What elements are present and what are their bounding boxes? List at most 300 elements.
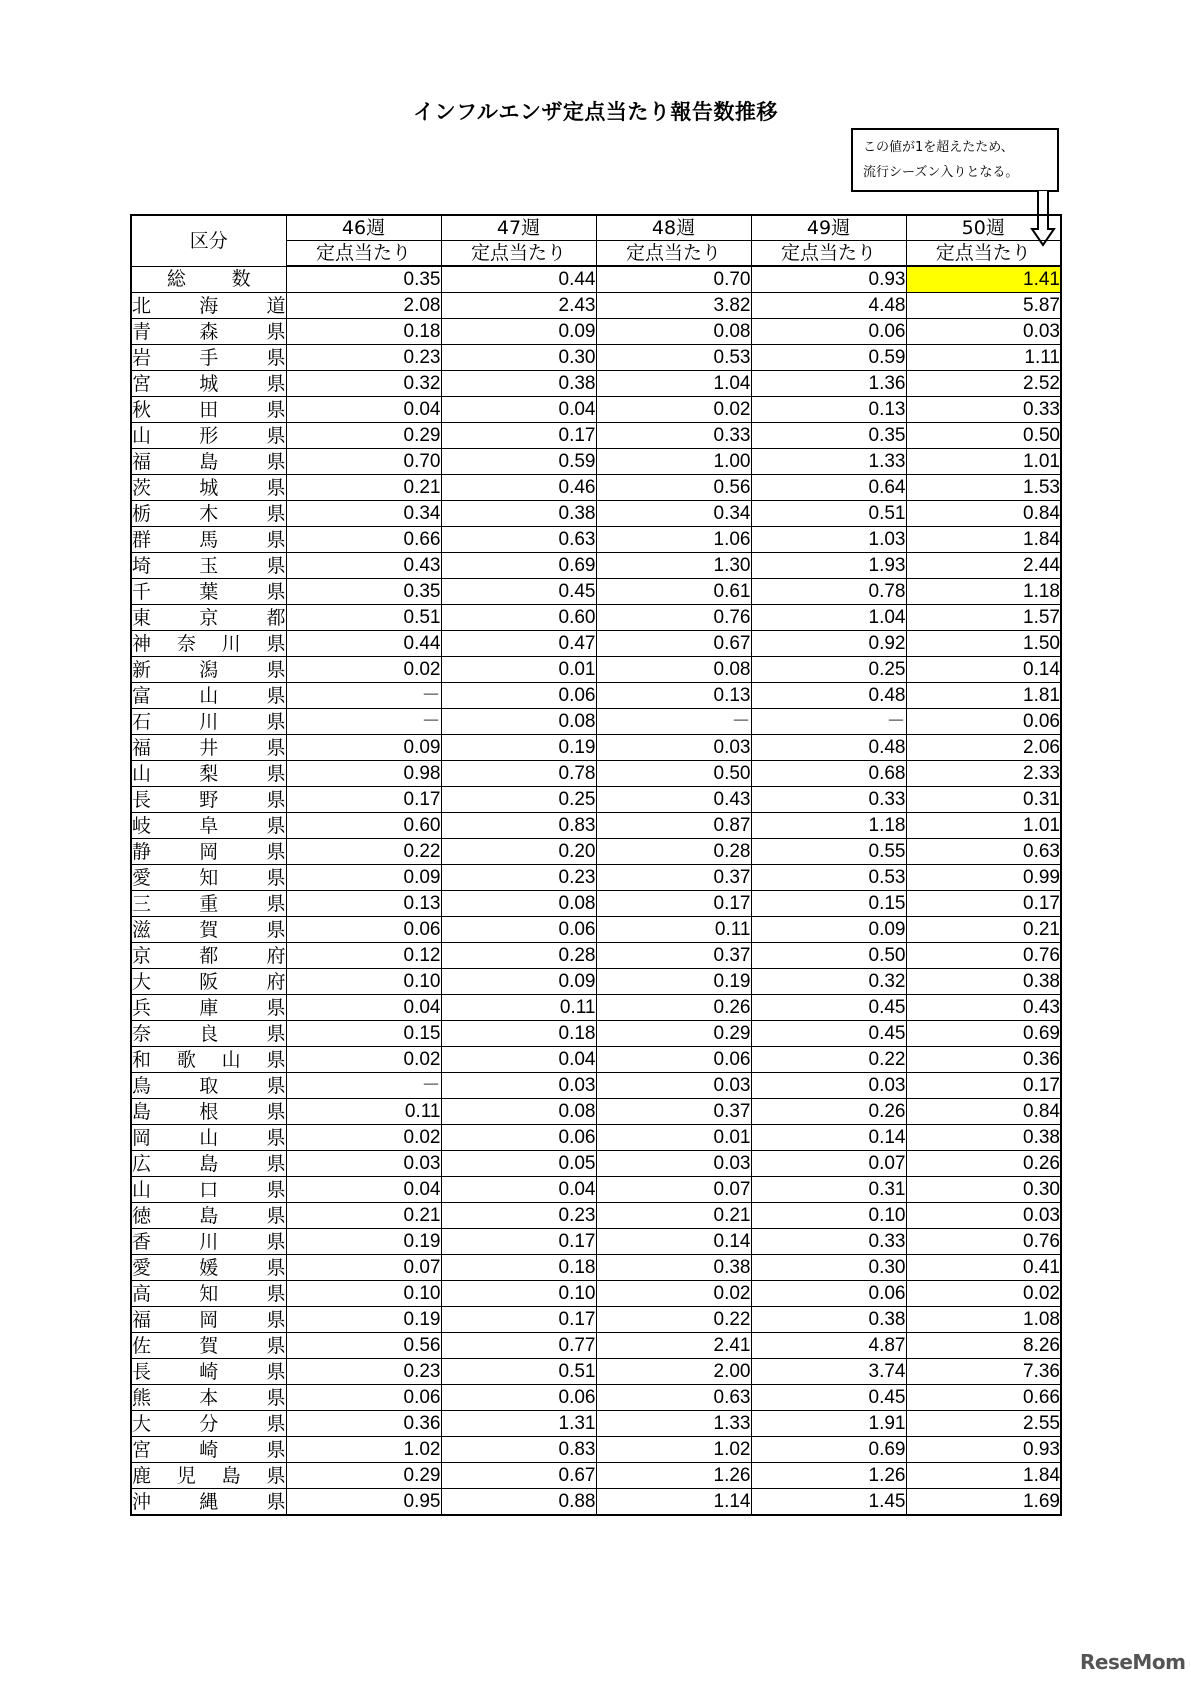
value-cell: 1.03 [751, 527, 906, 553]
value-cell: 0.64 [751, 475, 906, 501]
row-label-text: 滋 賀 県 [132, 918, 286, 941]
row-label-text: 栃 木 県 [132, 502, 286, 525]
value-cell: 0.06 [286, 917, 441, 943]
value-cell: 0.04 [441, 397, 596, 423]
table-row [131, 1021, 1061, 1047]
value-cell: 0.76 [906, 943, 1061, 969]
row-label [131, 1099, 286, 1125]
value-cell: 0.03 [441, 1073, 596, 1099]
value-cell: 2.08 [286, 293, 441, 319]
value-cell: 0.08 [596, 319, 751, 345]
value-cell: 0.59 [751, 345, 906, 371]
value-cell: 0.15 [751, 891, 906, 917]
value-cell: 0.51 [441, 1359, 596, 1385]
row-label [131, 891, 286, 917]
table-row [131, 1463, 1061, 1489]
table-row [131, 1177, 1061, 1203]
value-cell: 0.10 [286, 969, 441, 995]
value-cell: 0.48 [751, 683, 906, 709]
value-cell: 0.19 [441, 735, 596, 761]
value-cell: 0.83 [441, 1437, 596, 1463]
row-label-text: 埼 玉 県 [132, 554, 286, 577]
value-cell: 0.60 [441, 605, 596, 631]
table-row [131, 995, 1061, 1021]
row-label-text: 広 島 県 [132, 1152, 286, 1175]
table-row [131, 1151, 1061, 1177]
value-cell: 0.66 [286, 527, 441, 553]
row-label-text: 長 野 県 [132, 788, 286, 811]
value-cell: 0.04 [441, 1047, 596, 1073]
row-label [131, 735, 286, 761]
value-cell: 0.70 [286, 449, 441, 475]
row-label-text: 香 川 県 [132, 1230, 286, 1253]
row-label [131, 579, 286, 605]
row-label-text: 岐 阜 県 [132, 814, 286, 837]
value-cell: 0.44 [286, 631, 441, 657]
value-cell: 0.07 [751, 1151, 906, 1177]
value-cell: 1.53 [906, 475, 1061, 501]
influenza-table [130, 214, 1062, 1516]
value-cell: 0.38 [906, 1125, 1061, 1151]
value-cell: 0.51 [286, 605, 441, 631]
value-cell: 0.30 [441, 345, 596, 371]
value-cell: 0.38 [596, 1255, 751, 1281]
value-cell: 7.36 [906, 1359, 1061, 1385]
value-cell: 0.88 [441, 1489, 596, 1516]
table-row [131, 943, 1061, 969]
value-cell: 0.19 [286, 1307, 441, 1333]
row-label [131, 475, 286, 501]
value-cell: 0.35 [286, 579, 441, 605]
value-cell: 0.18 [286, 319, 441, 345]
value-cell: 1.00 [596, 449, 751, 475]
table-row [131, 891, 1061, 917]
value-cell: 4.48 [751, 293, 906, 319]
value-cell: 5.87 [906, 293, 1061, 319]
value-cell: 0.45 [751, 1385, 906, 1411]
value-cell: 1.14 [596, 1489, 751, 1516]
table-row [131, 397, 1061, 423]
value-cell: 1.84 [906, 527, 1061, 553]
value-cell: 0.30 [751, 1255, 906, 1281]
table-row [131, 969, 1061, 995]
table-row [131, 709, 1061, 735]
value-cell: 0.83 [441, 813, 596, 839]
value-cell: 4.87 [751, 1333, 906, 1359]
value-cell: 0.02 [286, 657, 441, 683]
value-cell: 0.02 [906, 1281, 1061, 1307]
row-label [131, 1333, 286, 1359]
value-cell: 0.01 [596, 1125, 751, 1151]
row-label-text: 愛 知 県 [132, 866, 286, 889]
value-cell: 0.84 [906, 1099, 1061, 1125]
value-cell: 0.29 [596, 1021, 751, 1047]
value-cell: 0.50 [751, 943, 906, 969]
value-cell: 0.06 [751, 1281, 906, 1307]
row-label [131, 553, 286, 579]
value-cell: 1.06 [596, 527, 751, 553]
value-cell: 0.46 [441, 475, 596, 501]
table-row [131, 839, 1061, 865]
value-cell: 0.11 [441, 995, 596, 1021]
value-cell: 1.26 [596, 1463, 751, 1489]
value-cell: 0.08 [596, 657, 751, 683]
row-label-text: 和 歌 山 県 [132, 1048, 286, 1071]
value-cell: 0.77 [441, 1333, 596, 1359]
value-cell: 0.22 [596, 1307, 751, 1333]
row-label [131, 1307, 286, 1333]
value-cell: 0.35 [286, 266, 441, 293]
row-label [131, 943, 286, 969]
table-row [131, 1073, 1061, 1099]
value-cell: 0.06 [441, 917, 596, 943]
value-cell: 0.32 [751, 969, 906, 995]
value-cell: 0.69 [751, 1437, 906, 1463]
value-cell: 0.45 [441, 579, 596, 605]
page-title: インフルエンザ定点当たり報告数推移 [413, 100, 778, 124]
value-cell: 0.93 [906, 1437, 1061, 1463]
row-label [131, 293, 286, 319]
row-label-text: 山 梨 県 [132, 762, 286, 785]
value-cell: 0.70 [596, 266, 751, 293]
row-label-text: 鹿 児 島 県 [132, 1464, 286, 1487]
row-label [131, 1229, 286, 1255]
header-sub-label: 定点当たり [286, 241, 441, 267]
row-label-text: 山 口 県 [132, 1178, 286, 1201]
row-label [131, 319, 286, 345]
value-cell: 0.45 [751, 995, 906, 1021]
table-row [131, 1229, 1061, 1255]
value-cell: 0.02 [596, 397, 751, 423]
value-cell: 0.32 [286, 371, 441, 397]
value-cell: 0.25 [751, 657, 906, 683]
value-cell: 0.23 [286, 1359, 441, 1385]
row-label-text: 愛 媛 県 [132, 1256, 286, 1279]
value-cell: 0.18 [441, 1021, 596, 1047]
row-label [131, 761, 286, 787]
row-label-text: 大 分 県 [132, 1412, 286, 1435]
value-cell: 2.06 [906, 735, 1061, 761]
row-label-text: 岩 手 県 [132, 346, 286, 369]
value-cell: 0.09 [441, 319, 596, 345]
row-label [131, 813, 286, 839]
row-label-text: 福 岡 県 [132, 1308, 286, 1331]
value-cell: 0.28 [596, 839, 751, 865]
value-cell: 0.93 [751, 266, 906, 293]
table-row [131, 1359, 1061, 1385]
value-cell: － [286, 709, 441, 735]
row-label [131, 709, 286, 735]
value-cell: 1.04 [751, 605, 906, 631]
row-label-text: 佐 賀 県 [132, 1334, 286, 1357]
value-cell: 0.17 [441, 1229, 596, 1255]
row-label-text: 大 阪 府 [132, 970, 286, 993]
table-row [131, 631, 1061, 657]
row-label [131, 657, 286, 683]
header-sub-label: 定点当たり [596, 241, 751, 267]
value-cell: － [596, 709, 751, 735]
value-cell: 0.19 [596, 969, 751, 995]
value-cell: 0.19 [286, 1229, 441, 1255]
row-label-text: 岡 山 県 [132, 1126, 286, 1149]
value-cell: 0.17 [286, 787, 441, 813]
value-cell: 0.68 [751, 761, 906, 787]
value-cell: 2.33 [906, 761, 1061, 787]
value-cell: 0.09 [751, 917, 906, 943]
row-label-text: 奈 良 県 [132, 1022, 286, 1045]
value-cell: 0.98 [286, 761, 441, 787]
header-sub-label: 定点当たり [751, 241, 906, 267]
row-label [131, 917, 286, 943]
row-label [131, 683, 286, 709]
row-label [131, 397, 286, 423]
row-label [131, 1489, 286, 1516]
row-label-text: 島 根 県 [132, 1100, 286, 1123]
table-row [131, 423, 1061, 449]
row-label [131, 1359, 286, 1385]
value-cell: 0.33 [751, 787, 906, 813]
value-cell: 0.20 [441, 839, 596, 865]
value-cell: 0.26 [906, 1151, 1061, 1177]
table-body [131, 266, 1061, 1515]
value-cell: 0.37 [596, 943, 751, 969]
value-cell: 0.17 [906, 891, 1061, 917]
value-cell: 1.01 [906, 449, 1061, 475]
row-label-text: 沖 縄 県 [132, 1490, 286, 1513]
table-row [131, 1125, 1061, 1151]
table-row [131, 345, 1061, 371]
value-cell: 0.67 [441, 1463, 596, 1489]
row-label [131, 631, 286, 657]
value-cell: 3.74 [751, 1359, 906, 1385]
value-cell: － [751, 709, 906, 735]
row-label-text: 静 岡 県 [132, 840, 286, 863]
row-label [131, 865, 286, 891]
value-cell: 0.17 [596, 891, 751, 917]
value-cell: 0.10 [751, 1203, 906, 1229]
value-cell: 0.08 [441, 1099, 596, 1125]
value-cell: 0.51 [751, 501, 906, 527]
value-cell: 2.52 [906, 371, 1061, 397]
value-cell: 0.23 [286, 345, 441, 371]
value-cell: 1.33 [751, 449, 906, 475]
value-cell: 0.06 [441, 1385, 596, 1411]
value-cell: － [286, 1073, 441, 1099]
table-row [131, 449, 1061, 475]
table-row [131, 501, 1061, 527]
row-label-text: 群 馬 県 [132, 528, 286, 551]
value-cell: 1.91 [751, 1411, 906, 1437]
value-cell: 0.21 [596, 1203, 751, 1229]
value-cell: 0.21 [906, 917, 1061, 943]
value-cell: 0.31 [751, 1177, 906, 1203]
value-cell: 0.03 [286, 1151, 441, 1177]
row-label-text: 兵 庫 県 [132, 996, 286, 1019]
value-cell: 1.50 [906, 631, 1061, 657]
value-cell: 0.13 [596, 683, 751, 709]
value-cell: 2.44 [906, 553, 1061, 579]
table-row [131, 1489, 1061, 1516]
value-cell: 0.21 [286, 1203, 441, 1229]
value-cell: 1.11 [906, 345, 1061, 371]
row-label-text: 高 知 県 [132, 1282, 286, 1305]
value-cell: 0.47 [441, 631, 596, 657]
value-cell: 0.33 [751, 1229, 906, 1255]
value-cell: 0.09 [286, 735, 441, 761]
value-cell: 1.02 [286, 1437, 441, 1463]
value-cell: 0.09 [286, 865, 441, 891]
value-cell: 0.11 [286, 1099, 441, 1125]
row-label-text: 宮 城 県 [132, 372, 286, 395]
value-cell: 1.18 [906, 579, 1061, 605]
row-label [131, 1125, 286, 1151]
value-cell: 0.63 [441, 527, 596, 553]
callout-line-1: この値が1を超えたため、 [863, 140, 1014, 155]
value-cell: － [286, 683, 441, 709]
value-cell: 1.45 [751, 1489, 906, 1516]
value-cell: 0.14 [596, 1229, 751, 1255]
table-row [131, 735, 1061, 761]
value-cell: 1.18 [751, 813, 906, 839]
row-label [131, 1151, 286, 1177]
value-cell: 0.53 [596, 345, 751, 371]
row-label [131, 1021, 286, 1047]
value-cell: 0.06 [286, 1385, 441, 1411]
value-cell: 0.53 [751, 865, 906, 891]
value-cell: 0.41 [906, 1255, 1061, 1281]
row-label [131, 423, 286, 449]
row-label [131, 839, 286, 865]
row-label [131, 1203, 286, 1229]
row-label [131, 995, 286, 1021]
value-cell: 0.66 [906, 1385, 1061, 1411]
value-cell: 0.04 [286, 1177, 441, 1203]
value-cell: 2.55 [906, 1411, 1061, 1437]
value-cell: 0.17 [441, 1307, 596, 1333]
value-cell: 0.10 [286, 1281, 441, 1307]
value-cell: 0.35 [751, 423, 906, 449]
value-cell: 0.06 [441, 1125, 596, 1151]
value-cell: 1.26 [751, 1463, 906, 1489]
row-label-text: 鳥 取 県 [132, 1074, 286, 1097]
row-label-text: 三 重 県 [132, 892, 286, 915]
value-cell: 1.33 [596, 1411, 751, 1437]
value-cell: 0.25 [441, 787, 596, 813]
value-cell: 0.55 [751, 839, 906, 865]
value-cell: 0.03 [596, 1073, 751, 1099]
row-label [131, 1177, 286, 1203]
value-cell: 0.45 [751, 1021, 906, 1047]
table-row [131, 371, 1061, 397]
value-cell: 0.21 [286, 475, 441, 501]
value-cell: 0.38 [751, 1307, 906, 1333]
value-cell: 0.59 [441, 449, 596, 475]
value-cell: 1.08 [906, 1307, 1061, 1333]
table-row [131, 787, 1061, 813]
table-row [131, 1203, 1061, 1229]
row-label-text: 北 海 道 [132, 294, 286, 317]
header-week-47: 47週 [441, 215, 596, 241]
value-cell: 0.06 [441, 683, 596, 709]
row-label-text: 東 京 都 [132, 606, 286, 629]
total-row [131, 266, 1061, 293]
value-cell: 0.38 [906, 969, 1061, 995]
value-cell: 0.60 [286, 813, 441, 839]
row-label-text: 千 葉 県 [132, 580, 286, 603]
row-label-text: 神 奈 川 県 [132, 632, 286, 655]
row-label [131, 787, 286, 813]
value-cell: 0.36 [286, 1411, 441, 1437]
value-cell: 0.69 [441, 553, 596, 579]
value-cell: 0.01 [441, 657, 596, 683]
table-row [131, 1411, 1061, 1437]
row-label-text: 熊 本 県 [132, 1386, 286, 1409]
value-cell: 0.33 [596, 423, 751, 449]
row-label-text: 京 都 府 [132, 944, 286, 967]
value-cell: 0.02 [596, 1281, 751, 1307]
value-cell: 0.03 [751, 1073, 906, 1099]
value-cell: 1.57 [906, 605, 1061, 631]
value-cell: 0.23 [441, 865, 596, 891]
value-cell: 0.63 [596, 1385, 751, 1411]
row-label [131, 501, 286, 527]
table-row [131, 683, 1061, 709]
row-label [131, 1281, 286, 1307]
value-cell: 1.84 [906, 1463, 1061, 1489]
value-cell: 1.01 [906, 813, 1061, 839]
value-cell: 0.23 [441, 1203, 596, 1229]
value-cell: 0.06 [751, 319, 906, 345]
row-label-text: 秋 田 県 [132, 398, 286, 421]
value-cell: 0.43 [906, 995, 1061, 1021]
header-week-46: 46週 [286, 215, 441, 241]
value-cell: 0.06 [906, 709, 1061, 735]
row-label-text: 茨 城 県 [132, 476, 286, 499]
value-cell: 1.02 [596, 1437, 751, 1463]
table-row [131, 579, 1061, 605]
table-row [131, 761, 1061, 787]
value-cell: 0.07 [596, 1177, 751, 1203]
value-cell: 0.15 [286, 1021, 441, 1047]
value-cell: 0.69 [906, 1021, 1061, 1047]
row-label-text: 石 川 県 [132, 710, 286, 733]
value-cell: 0.03 [596, 735, 751, 761]
value-cell: 0.02 [286, 1047, 441, 1073]
value-cell: 0.17 [906, 1073, 1061, 1099]
value-cell: 0.02 [286, 1125, 441, 1151]
value-cell: 1.30 [596, 553, 751, 579]
row-label-text: 青 森 県 [132, 320, 286, 343]
value-cell: 0.10 [441, 1281, 596, 1307]
value-cell: 0.56 [286, 1333, 441, 1359]
value-cell: 0.84 [906, 501, 1061, 527]
value-cell: 0.03 [596, 1151, 751, 1177]
value-cell: 0.04 [441, 1177, 596, 1203]
callout-note [851, 128, 1059, 192]
value-cell: 0.13 [286, 891, 441, 917]
value-cell: 1.36 [751, 371, 906, 397]
table-row [131, 1099, 1061, 1125]
value-cell: 0.33 [906, 397, 1061, 423]
value-cell: 0.50 [596, 761, 751, 787]
header-kubun: 区分 [131, 215, 286, 266]
table-row [131, 1281, 1061, 1307]
value-cell: 0.43 [596, 787, 751, 813]
table-row [131, 475, 1061, 501]
value-cell: 0.78 [441, 761, 596, 787]
value-cell: 0.22 [286, 839, 441, 865]
value-cell: 0.37 [596, 865, 751, 891]
